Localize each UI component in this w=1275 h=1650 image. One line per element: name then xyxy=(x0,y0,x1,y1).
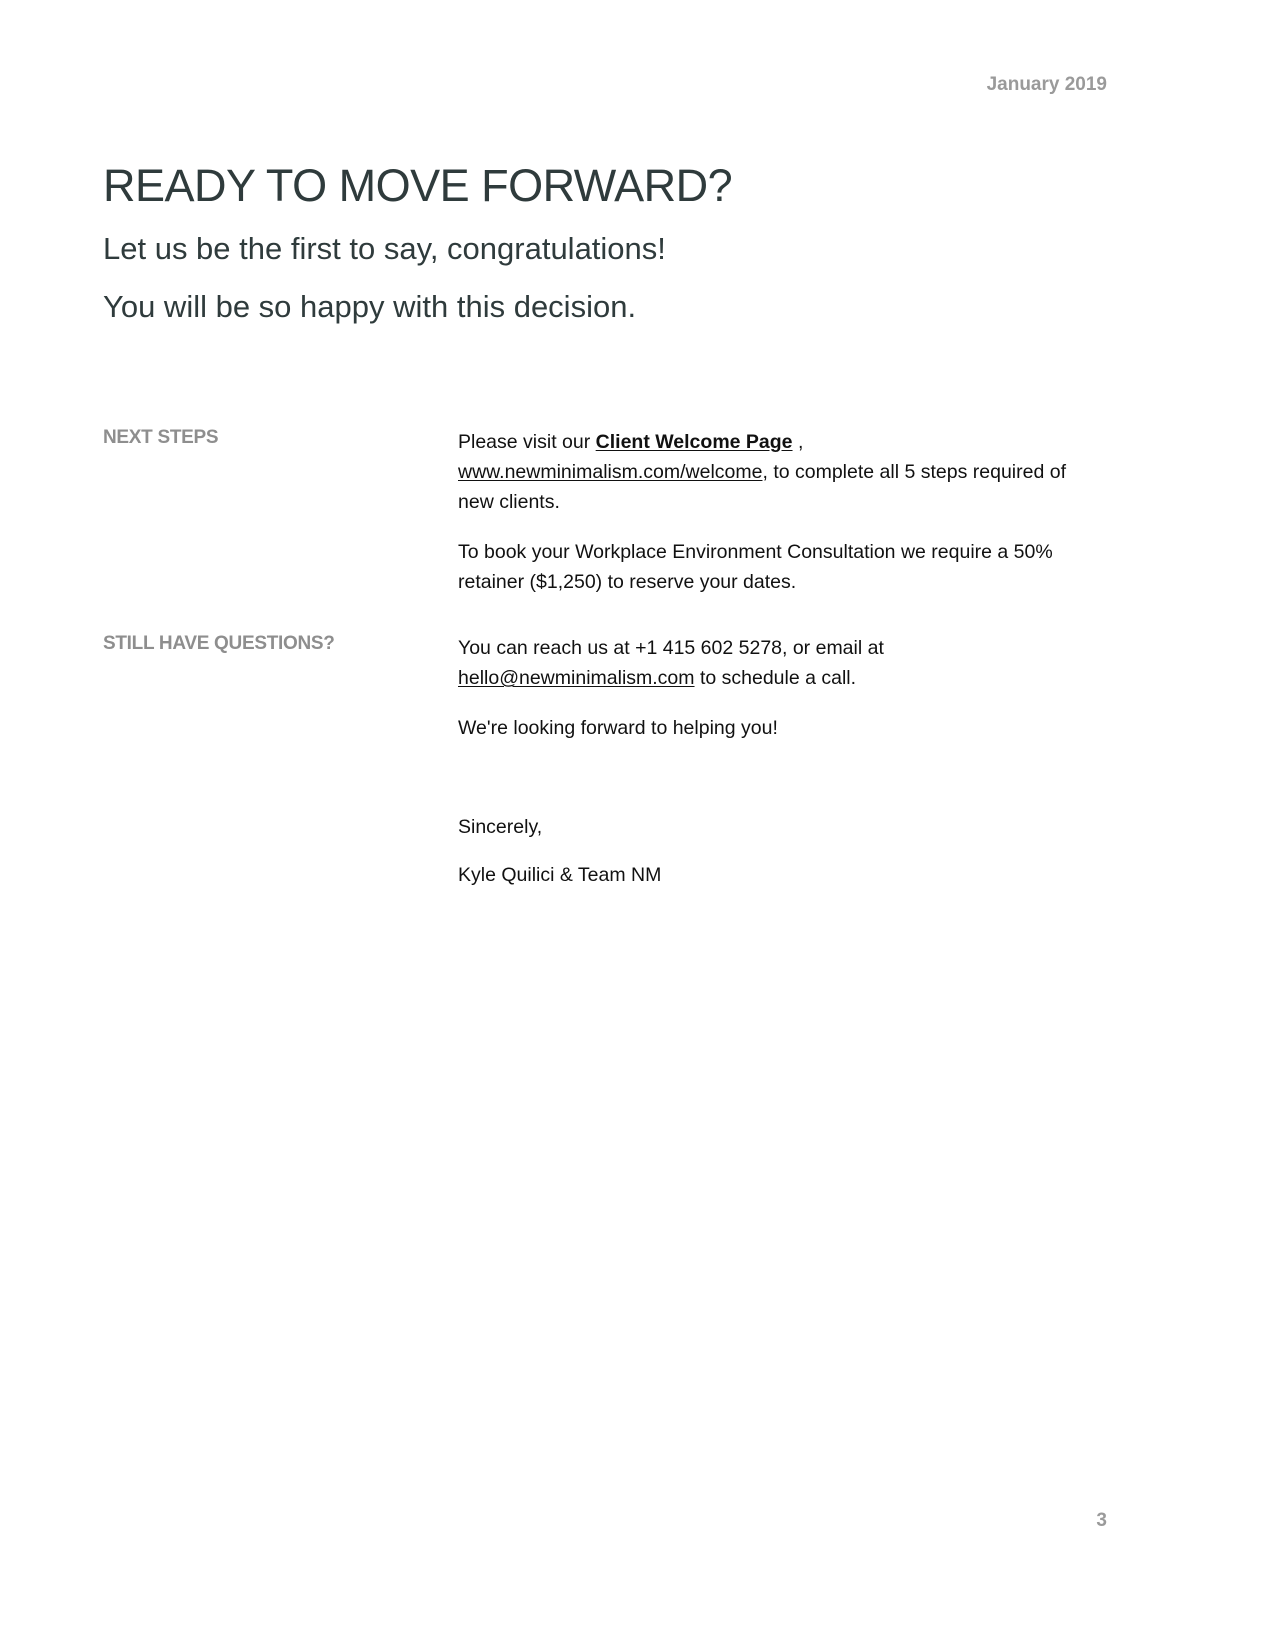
welcome-url-link[interactable]: www.newminimalism.com/welcome xyxy=(458,461,763,483)
welcome-page-paragraph xyxy=(458,427,1098,517)
looking-forward-paragraph: We're looking forward to helping you! xyxy=(458,717,778,739)
signoff-text: Sincerely, xyxy=(458,816,543,838)
client-welcome-page-link[interactable]: Client Welcome Page xyxy=(595,431,793,453)
document-date: January 2019 xyxy=(986,74,1107,95)
signature-text: Kyle Quilici & Team NM xyxy=(458,864,662,886)
page-title: READY TO MOVE FORWARD? xyxy=(103,160,733,211)
questions-label: STILL HAVE QUESTIONS? xyxy=(103,633,335,654)
email-link[interactable]: hello@newminimalism.com xyxy=(458,667,695,689)
welcome-prefix-text: Please visit our xyxy=(458,431,596,453)
welcome-separator-text: , xyxy=(792,431,804,453)
subtitle-decision: You will be so happy with this decision. xyxy=(103,289,637,324)
subtitle-congratulations: Let us be the first to say, congratulations! xyxy=(103,231,666,266)
questions-body xyxy=(458,633,1098,763)
page-number: 3 xyxy=(1096,1510,1107,1531)
retainer-paragraph: To book your Workplace Environment Consultation we require a 50% retainer ($1,250) to reserve your dates. xyxy=(458,541,1053,593)
next-steps-label: NEXT STEPS xyxy=(103,427,219,448)
contact-paragraph xyxy=(458,633,1098,693)
welcome-suffix-text: , to complete all 5 steps required of new clients. xyxy=(458,461,1066,513)
contact-prefix-text: You can reach us at +1 415 602 5278, or email at xyxy=(458,637,884,659)
closing-block xyxy=(458,812,661,890)
next-steps-body xyxy=(458,427,1098,617)
contact-suffix-text: to schedule a call. xyxy=(694,667,857,689)
